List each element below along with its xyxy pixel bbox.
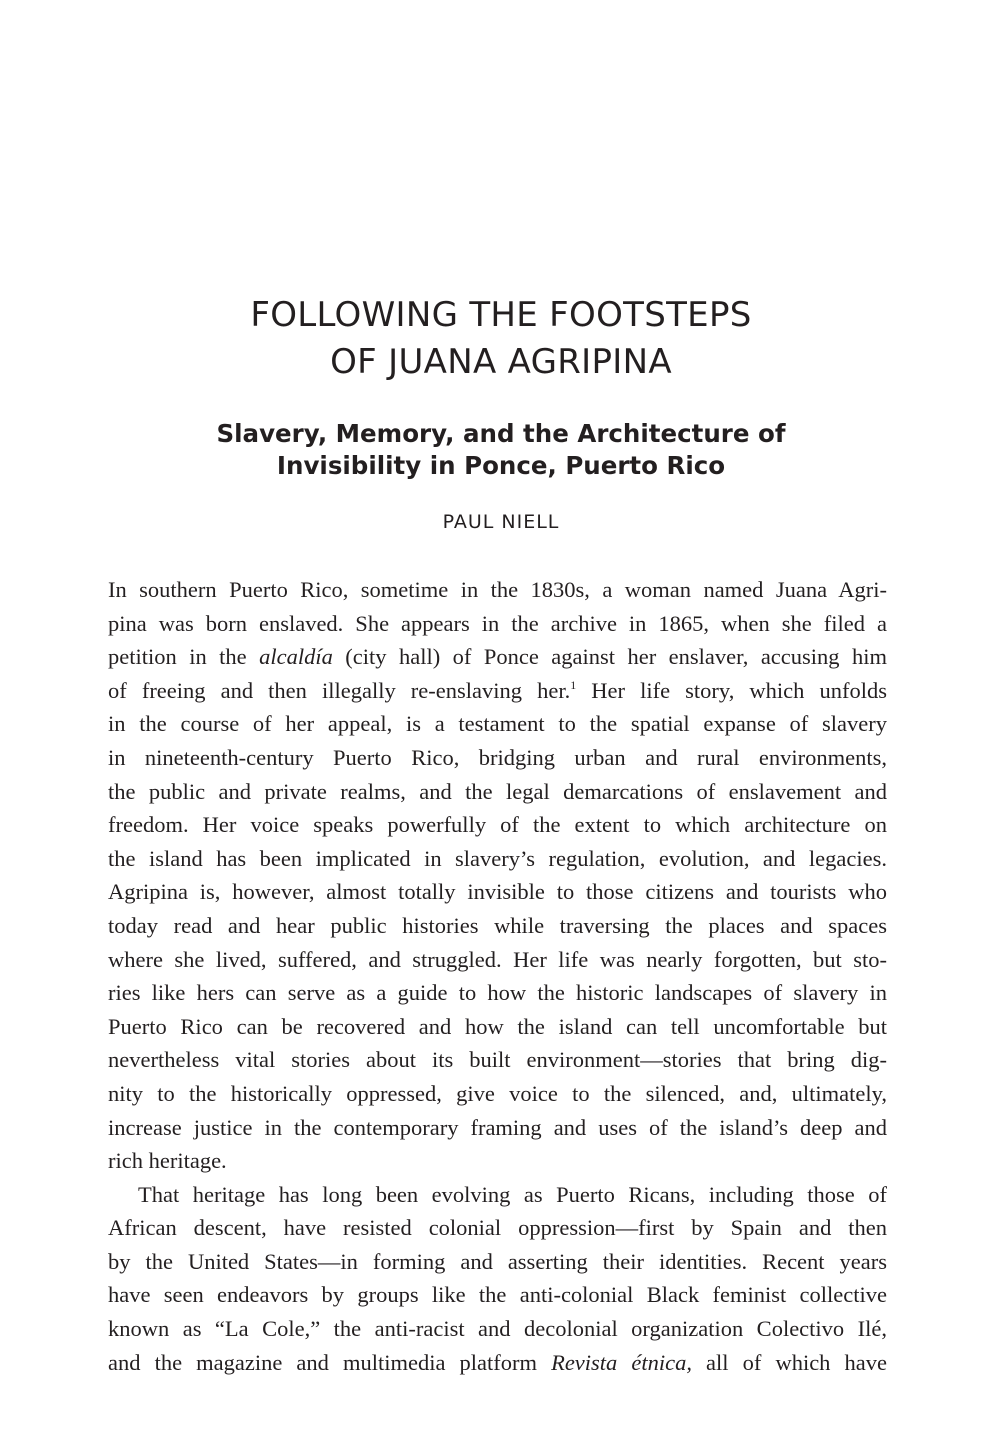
text-run: and the magazine and multimedia platform (108, 1349, 552, 1375)
text-line: by the United States—in forming and asserting their identities. Recent years (108, 1248, 887, 1274)
paragraph (108, 573, 887, 1178)
italic-term: alcaldía (259, 644, 333, 670)
footnote-marker[interactable]: 1 (570, 677, 577, 692)
text-line: In southern Puerto Rico, sometime in the 1830s, a woman named Juana Agri- (108, 577, 887, 602)
text-line: pina was born enslaved. She appears in the archive in 1865, when she filed a (108, 610, 887, 636)
text-line: known as “La Cole,” the anti-racist and decolonial organization Colectivo Ilé, (108, 1316, 887, 1342)
text-line: rich heritage. (108, 1148, 227, 1174)
text-line: today read and hear public histories while traversing the places and spaces (108, 912, 887, 938)
text-line: increase justice in the contemporary framing and uses of the island’s deep and (108, 1114, 887, 1140)
chapter-title (0, 292, 1002, 386)
text-line: the island has been implicated in slavery’s regulation, evolution, and legacies. (108, 845, 887, 871)
author-name: PAUL NIELL (442, 511, 560, 533)
text-run: of freeing and then illegally re-enslaving her. (108, 677, 571, 703)
text-line: the public and private realms, and the legal demarcations of enslavement and (108, 778, 887, 804)
italic-title: Revista étnica, (551, 1349, 692, 1375)
text-line: nevertheless vital stories about its built environment—stories that bring dig- (108, 1047, 887, 1073)
text-line: where she lived, suffered, and struggled. Her life was nearly forgotten, but sto- (108, 946, 887, 972)
text-run: Her life story, which unfolds (576, 677, 887, 703)
paragraph (108, 1178, 887, 1380)
text-line: in nineteenth-century Puerto Rico, bridging urban and rural environments, (108, 744, 887, 770)
text-line: Puerto Rico can be recovered and how the island can tell uncomfortable but (108, 1013, 887, 1039)
chapter-subtitle (0, 418, 1002, 482)
chapter-subtitle-line: Invisibility in Ponce, Puerto Rico (276, 451, 726, 480)
text-line: ries like hers can serve as a guide to how the historic landscapes of slavery in (108, 980, 887, 1006)
text-line: in the course of her appeal, is a testament to the spatial expanse of slavery (108, 711, 887, 737)
text-line: nity to the historically oppressed, give voice to the silenced, and, ultimately, (108, 1080, 887, 1106)
text-line: have seen endeavors by groups like the anti-colonial Black feminist collective (108, 1282, 887, 1308)
text-line: That heritage has long been evolving as Puerto Ricans, including those of (138, 1181, 887, 1207)
text-line: African descent, have resisted colonial oppression—first by Spain and then (108, 1215, 887, 1241)
body-text (108, 573, 887, 1379)
text-line: Agripina is, however, almost totally invisible to those citizens and tourists who (108, 879, 887, 905)
text-run: (city hall) of Ponce against her enslaver, accusing him (332, 644, 887, 670)
text-line: freedom. Her voice speaks powerfully of the extent to which architecture on (108, 812, 887, 838)
text-run: petition in the (108, 644, 260, 670)
text-line (108, 1346, 887, 1380)
chapter-title-line: OF JUANA AGRIPINA (330, 342, 672, 382)
text-line (108, 640, 887, 674)
chapter-subtitle-line: Slavery, Memory, and the Architecture of (216, 419, 786, 448)
chapter-title-line: FOLLOWING THE FOOTSTEPS (250, 295, 752, 335)
text-run: all of which have (691, 1349, 887, 1375)
text-line (108, 674, 887, 708)
